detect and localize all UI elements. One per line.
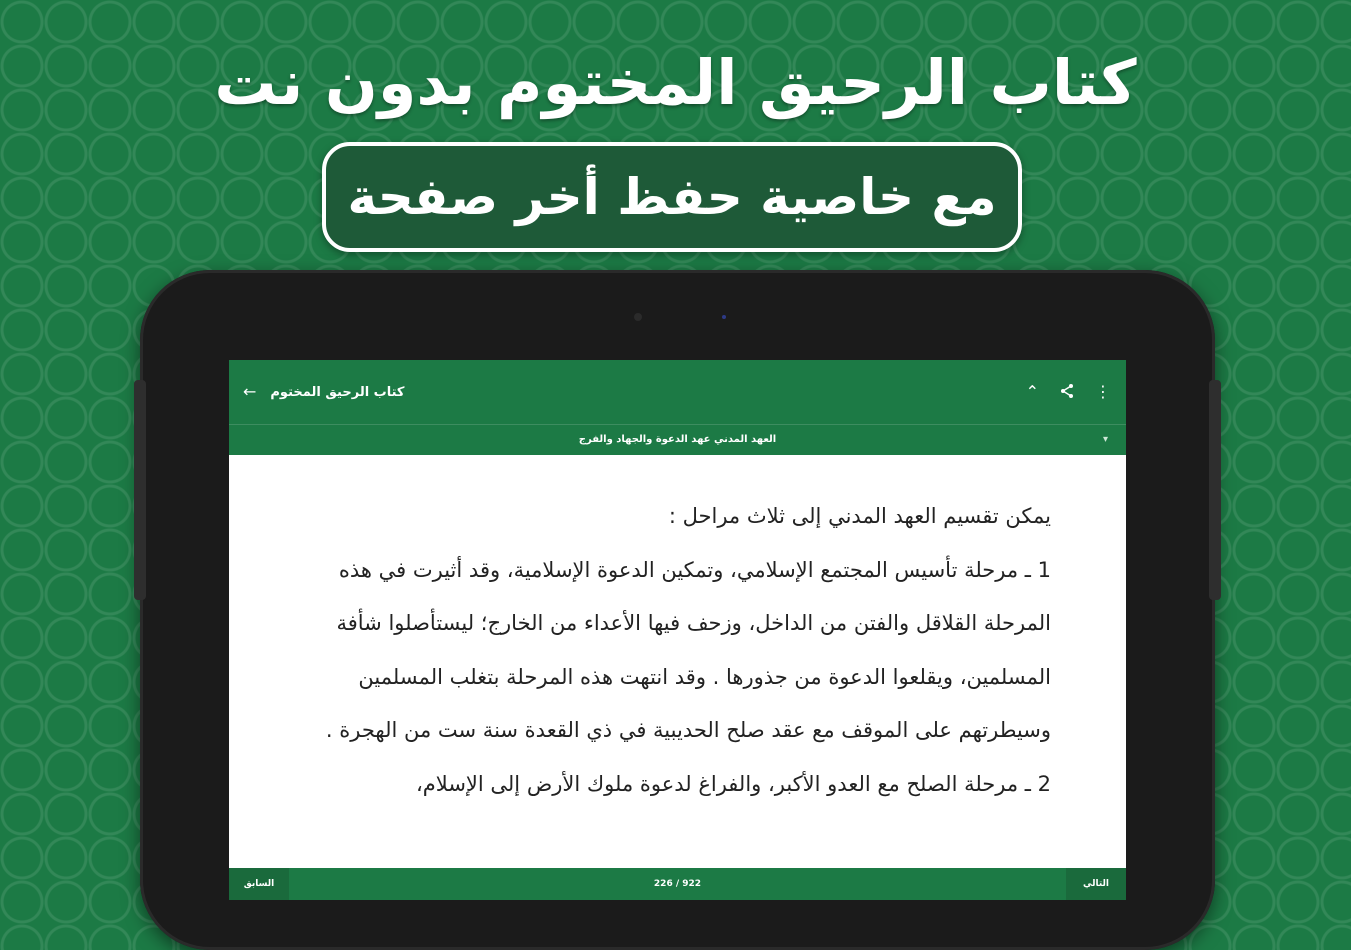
- promo-headline: كتاب الرحيق المختوم بدون نت: [214, 46, 1137, 119]
- double-chevron-up-icon[interactable]: ⌃: [1025, 382, 1039, 401]
- chapter-bar: [229, 424, 1126, 455]
- tablet-side-button-right: [1209, 380, 1221, 600]
- tablet-side-button-left: [134, 380, 146, 600]
- paragraph: 1 ـ مرحلة تأسيس المجتمع الإسلامي، وتمكين الدعوة الإسلامية، وقد أثيرت في هذه المرحلة القلاقل والفتن من الداخل، وزحف فيها الأعداء من الخارج؛ ليستأصلوا شأفة المسلمين، ويقلعوا الدعوة من جذورها . وقد انتهت هذه المرحلة بتغلب المسلمين وسيطرتهم على الموقف مع عقد صلح الحديبية في ذي القعدة سنة ست من الهجرة .: [325, 557, 1051, 742]
- share-icon[interactable]: [1059, 383, 1075, 402]
- prev-page-button[interactable]: السابق: [229, 868, 289, 900]
- app-bar: [229, 360, 1126, 424]
- sensor-icon: [722, 315, 726, 319]
- next-page-button[interactable]: التالي: [1066, 868, 1126, 900]
- promo-subline: مع خاصية حفظ أخر صفحة: [322, 142, 1022, 252]
- arrow-left-icon[interactable]: ←: [243, 382, 257, 401]
- app-screen: [229, 360, 1126, 900]
- tablet-device: [140, 270, 1215, 950]
- paragraph: 2 ـ مرحلة الصلح مع العدو الأكبر، والفراغ لدعوة ملوك الأرض إلى الإسلام،: [416, 771, 1051, 796]
- app-title: كتاب الرحيق المختوم: [270, 384, 405, 400]
- bottom-nav-bar: [229, 868, 1126, 900]
- page-indicator: 226 / 922: [653, 879, 702, 889]
- paragraph: يمكن تقسيم العهد المدني إلى ثلاث مراحل :: [668, 504, 1051, 528]
- chapter-title: العهد المدني عهد الدعوة والجهاد والفرج: [578, 434, 777, 445]
- chevron-down-icon[interactable]: ▾: [1102, 434, 1108, 445]
- share-icon-svg: [1059, 383, 1075, 399]
- more-vert-icon[interactable]: ⋮: [1095, 382, 1111, 401]
- reading-content: [299, 490, 1051, 811]
- camera-icon: [634, 313, 642, 321]
